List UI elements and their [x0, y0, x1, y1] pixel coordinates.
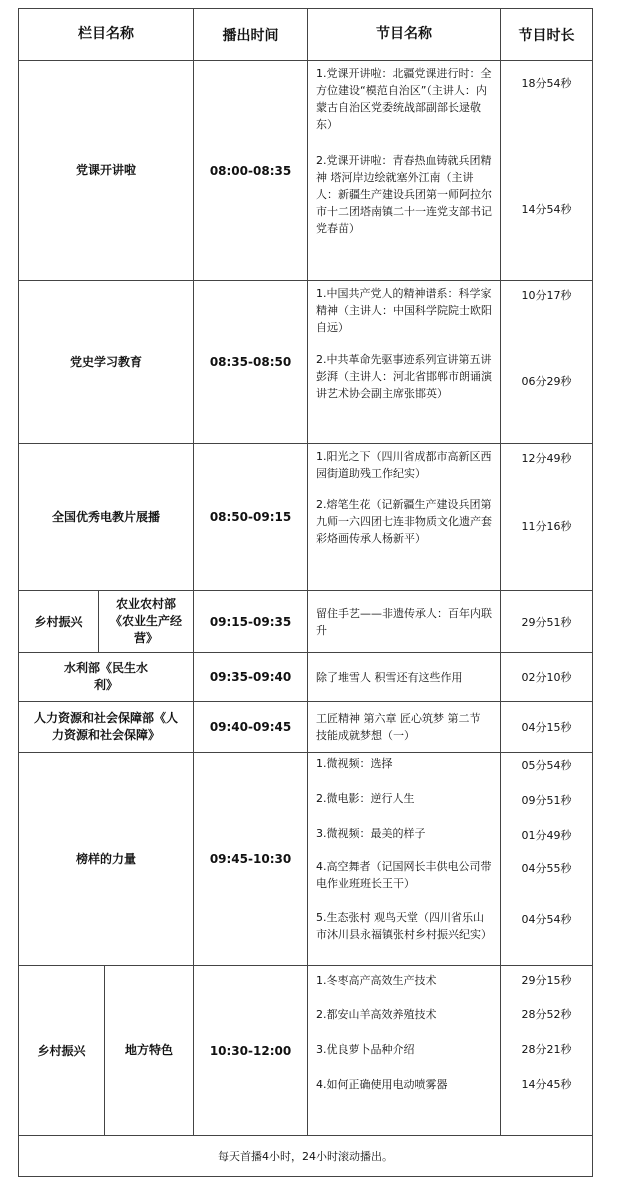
program-title: 留住手艺——非遗传承人：百年内联升 — [307, 591, 500, 652]
header-broadcast-time: 播出时间 — [193, 9, 307, 60]
program-title: 2.党课开讲啦：青春热血铸就兵团精神 塔河岸边绘就塞外江南（主讲人：新疆生产建设兵团第一师阿拉尔市十二团塔南镇二十一连党支部书记党春苗） — [316, 154, 492, 235]
column-subcategory: 地方特色 — [124, 1043, 173, 1057]
table-row — [19, 965, 592, 1135]
header-duration: 节目时长 — [500, 9, 592, 60]
program-duration: 29分15秒 — [521, 974, 572, 987]
schedule-table — [18, 8, 593, 1177]
table-row — [19, 443, 592, 590]
broadcast-time: 09:15-09:35 — [193, 591, 307, 652]
program-title: 1.阳光之下（四川省成都市高新区西园街道助残工作纪实） — [316, 450, 492, 480]
program-title: 3.优良萝卜品种介绍 — [316, 1043, 415, 1056]
column-subcategory: 农业农村部《农业生产经营》 — [109, 597, 182, 645]
program-duration: 28分52秒 — [521, 1008, 572, 1021]
program-title: 1.微视频：选择 — [316, 757, 393, 770]
broadcast-time: 08:00-08:35 — [193, 61, 307, 280]
program-list — [307, 753, 500, 965]
duration-list — [500, 281, 592, 443]
program-title: 1.中国共产党人的精神谱系：科学家精神（主讲人：中国科学院院士欧阳自远） — [316, 287, 492, 334]
duration-list — [500, 753, 592, 965]
table-row — [19, 752, 592, 965]
broadcast-time: 09:35-09:40 — [193, 653, 307, 701]
column-name: 水利部《民生水利》 — [63, 661, 148, 692]
column-category: 乡村振兴 — [19, 966, 105, 1135]
program-duration: 29分51秒 — [500, 591, 592, 652]
program-list — [307, 281, 500, 443]
broadcast-time: 10:30-12:00 — [193, 966, 307, 1135]
program-title: 1.冬枣高产高效生产技术 — [316, 974, 437, 987]
program-duration: 02分10秒 — [500, 653, 592, 701]
program-title: 3.微视频：最美的样子 — [316, 827, 426, 840]
table-row — [19, 280, 592, 443]
program-title: 2.都安山羊高效养殖技术 — [316, 1008, 437, 1021]
header-program-name: 节目名称 — [307, 9, 500, 60]
column-name-split — [19, 966, 193, 1135]
program-duration: 04分54秒 — [521, 913, 572, 926]
column-name: 党课开讲啦 — [75, 163, 136, 177]
broadcast-time: 08:50-09:15 — [193, 444, 307, 590]
header-row — [19, 9, 592, 60]
duration-list — [500, 444, 592, 590]
program-list — [307, 444, 500, 590]
column-name: 榜样的力量 — [75, 851, 136, 866]
program-title: 2.中共革命先驱事迹系列宣讲第五讲 彭湃（主讲人：河北省邯郸市朗诵演讲艺术协会副主席张邯英） — [316, 353, 492, 400]
column-name: 党史学习教育 — [69, 354, 142, 369]
program-duration: 11分16秒 — [521, 520, 572, 533]
table-row — [19, 701, 592, 752]
program-duration: 01分49秒 — [521, 829, 572, 842]
program-duration: 28分21秒 — [521, 1043, 572, 1056]
program-duration: 18分54秒 — [521, 77, 572, 90]
program-duration: 09分51秒 — [521, 794, 572, 807]
table-row — [19, 60, 592, 280]
program-title: 5.生态张村 观鸟天堂（四川省乐山市沐川县永福镇张村乡村振兴纪实） — [316, 911, 492, 941]
broadcast-time: 09:40-09:45 — [193, 702, 307, 752]
program-title: 4.高空舞者（记国网长丰供电公司带电作业班班长王干） — [316, 860, 492, 890]
program-duration: 04分15秒 — [500, 702, 592, 752]
broadcast-time: 09:45-10:30 — [193, 753, 307, 965]
duration-list — [500, 61, 592, 280]
program-list — [307, 61, 500, 280]
column-name: 人力资源和社会保障部《人力资源和社会保障》 — [33, 711, 178, 742]
program-title: 2.熔笔生花（记新疆生产建设兵团第九师一六四团七连非物质文化遗产套彩烙画传承人杨新平） — [316, 498, 492, 545]
column-name: 全国优秀电教片展播 — [51, 509, 160, 524]
footer-note: 每天首播4小时，24小时滚动播出。 — [19, 1135, 592, 1176]
program-duration: 14分54秒 — [521, 203, 572, 216]
program-duration: 10分17秒 — [521, 289, 572, 302]
program-title: 1.党课开讲啦：北疆党课进行时：全方位建设“模范自治区”（主讲人：内蒙古自治区党委统战部副部长逯敬东） — [316, 67, 492, 131]
program-duration: 12分49秒 — [521, 452, 572, 465]
program-duration: 06分29秒 — [521, 375, 572, 388]
program-title: 4.如何正确使用电动喷雾器 — [316, 1078, 448, 1091]
program-title: 除了堆雪人 积雪还有这些作用 — [307, 653, 500, 701]
duration-list — [500, 966, 592, 1135]
program-title: 工匠精神 第六章 匠心筑梦 第二节 技能成就梦想（一） — [307, 702, 500, 752]
program-duration: 04分55秒 — [521, 862, 572, 875]
table-row — [19, 590, 592, 652]
program-duration: 05分54秒 — [521, 759, 572, 772]
program-duration: 14分45秒 — [521, 1078, 572, 1091]
table-row — [19, 652, 592, 701]
column-name-split — [19, 591, 193, 652]
program-list — [307, 966, 500, 1135]
program-title: 2.微电影：逆行人生 — [316, 792, 415, 805]
header-column-name: 栏目名称 — [78, 26, 134, 42]
broadcast-time: 08:35-08:50 — [193, 281, 307, 443]
column-category: 乡村振兴 — [19, 591, 99, 652]
